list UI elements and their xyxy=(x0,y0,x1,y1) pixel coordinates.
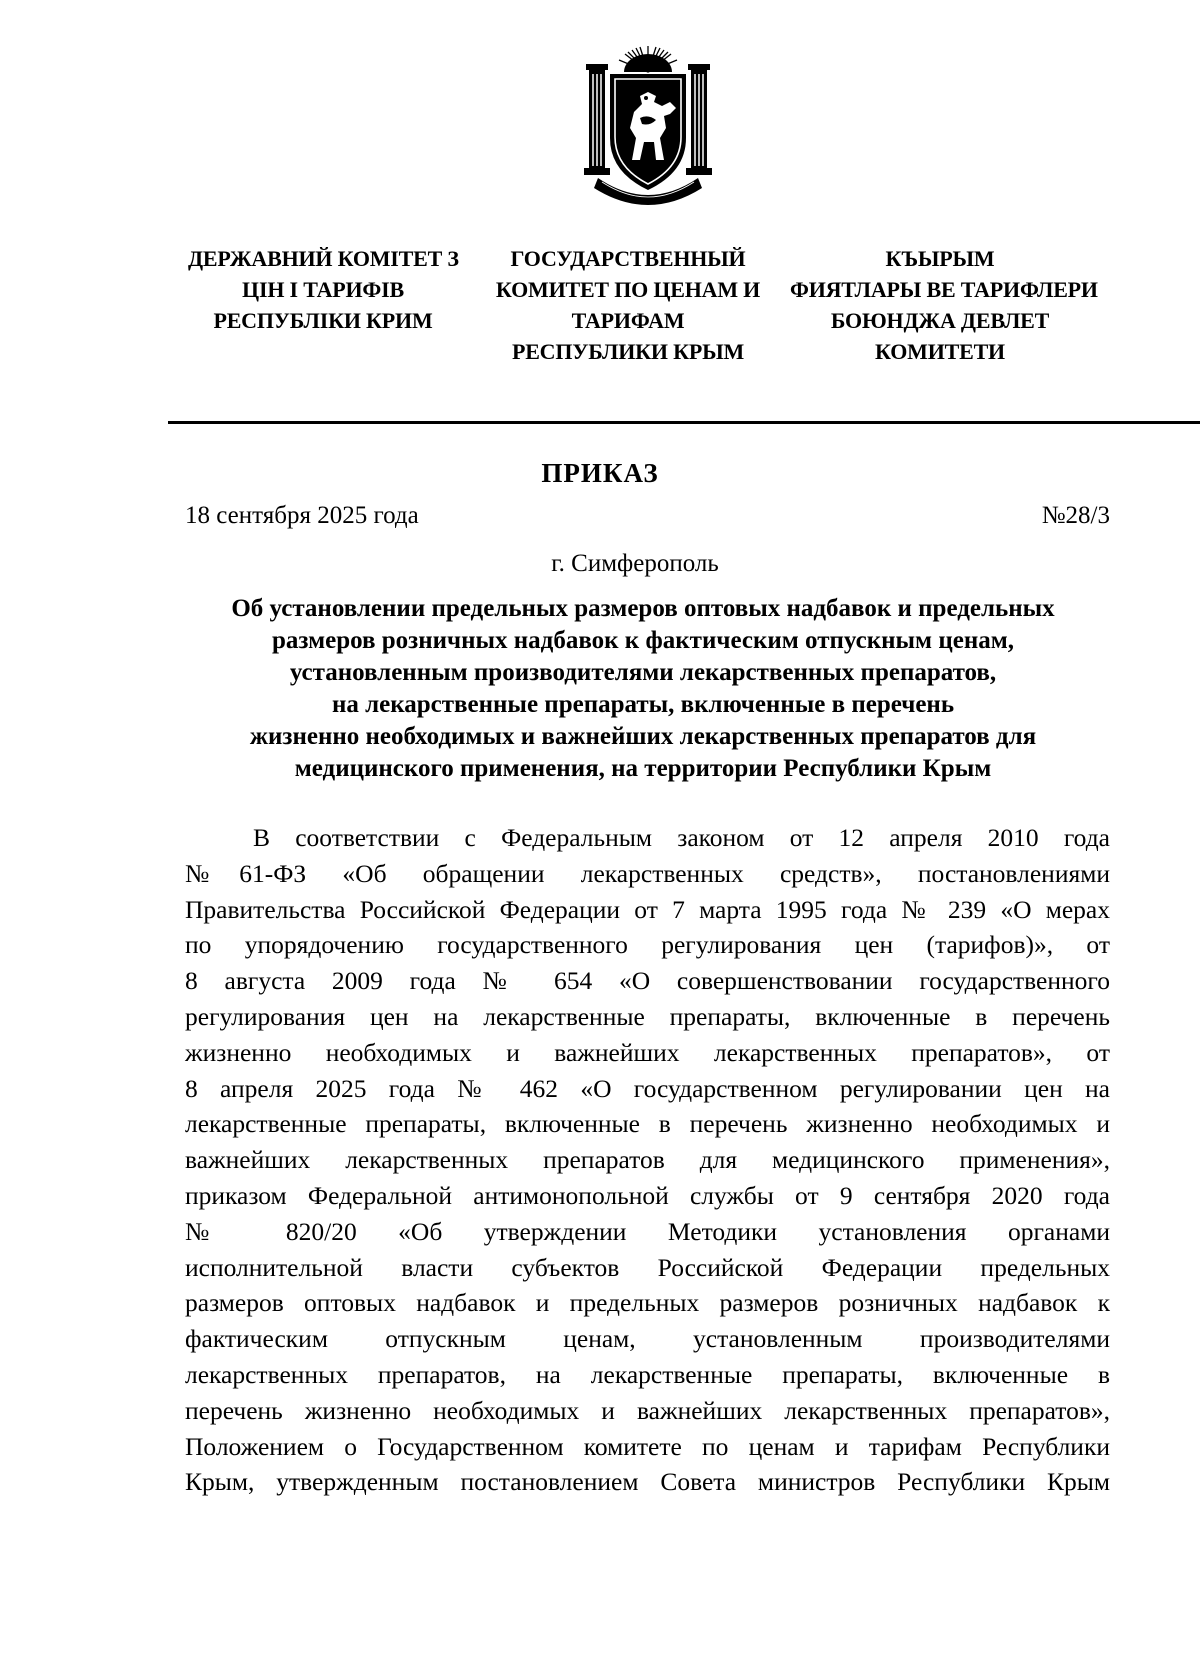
document-body xyxy=(185,820,1110,1500)
header-russian xyxy=(478,243,778,367)
title-line: на лекарственные препараты, включенные в перечень xyxy=(331,691,955,718)
body-line: перечень жизненно необходимых и важнейших лекарственных препаратов», xyxy=(185,1395,1110,1425)
document-date: 18 сентября 2025 года xyxy=(185,502,419,529)
header-ua-line: ЦІН І ТАРИФІВ xyxy=(242,277,404,302)
body-line: №61-ФЗ «Об обращении лекарственных средств», постановлениями xyxy=(185,858,1110,888)
body-line: 8 апреля 2025 года № 462 «О государственном регулировании цен на xyxy=(185,1073,1110,1103)
title-line: медицинского применения, на территории Республики Крым xyxy=(294,755,992,782)
header-ua-line: РЕСПУБЛІКИ КРИМ xyxy=(213,308,433,333)
body-line: Положением о Государственном комитете по ценам и тарифам Республики xyxy=(185,1431,1110,1461)
header-divider xyxy=(168,421,1200,424)
body-line: Крым, утвержденным постановлением Совета министров Республики Крым xyxy=(185,1467,1110,1497)
body-line: важнейших лекарственных препаратов для медицинского применения», xyxy=(185,1145,1110,1175)
body-line: размеров оптовых надбавок и предельных размеров розничных надбавок к xyxy=(185,1288,1110,1318)
header-ru-line: ТАРИФАМ xyxy=(571,308,685,333)
body-line: № 820/20 «Об утверждении Методики установления органами xyxy=(185,1216,1110,1246)
header-ru-line: РЕСПУБЛИКИ КРЫМ xyxy=(511,339,745,364)
title-line: установленным производителями лекарственных препаратов, xyxy=(289,659,997,686)
header-ua-line: ДЕРЖАВНИЙ КОМІТЕТ З xyxy=(188,246,459,271)
body-line: лекарственные препараты, включенные в перечень жизненно необходимых и xyxy=(185,1109,1110,1139)
body-line: приказом Федеральной антимонопольной службы от 9 сентября 2020 года xyxy=(185,1180,1110,1210)
header-crimean-tatar xyxy=(790,243,1098,367)
body-line: лекарственных препаратов, на лекарственные препараты, включенные в xyxy=(185,1359,1110,1389)
body-line: Правительства Российской Федерации от 7 марта 1995 года № 239 «О мерах xyxy=(185,894,1110,924)
header-ru-line: ГОСУДАРСТВЕННЫЙ xyxy=(510,246,746,271)
crimea-coat-of-arms-icon xyxy=(580,42,716,208)
title-line: размеров розничных надбавок к фактическим отпускным ценам, xyxy=(271,627,1015,654)
document-city: г. Симферополь xyxy=(551,550,719,577)
title-line: жизненно необходимых и важнейших лекарственных препаратов для xyxy=(249,723,1037,750)
header-crh-line: КОМИТЕТИ xyxy=(875,339,1005,364)
body-line: В соответствии с Федеральным законом от 12 апреля 2010 года xyxy=(253,823,1110,852)
header-crh-line: КЪЫРЫМ xyxy=(885,246,995,271)
body-line: 8 августа 2009 года № 654 «О совершенствовании государственного xyxy=(185,966,1110,996)
document-number: №28/3 xyxy=(1041,502,1110,529)
header-ru-line: КОМИТЕТ ПО ЦЕНАМ И xyxy=(495,277,761,302)
body-line: жизненно необходимых и важнейших лекарственных препаратов», от xyxy=(185,1037,1110,1067)
document-title xyxy=(168,593,1118,785)
header-crh-line: ФИЯТЛАРЫ ВЕ ТАРИФЛЕРИ xyxy=(790,277,1098,302)
body-line: фактическим отпускным ценам, установленным производителями xyxy=(185,1324,1110,1354)
title-line: Об установлении предельных размеров оптовых надбавок и предельных xyxy=(231,595,1055,622)
body-line: регулирования цен на лекарственные препараты, включенные в перечень xyxy=(185,1001,1110,1031)
body-line: исполнительной власти субъектов Российской Федерации предельных xyxy=(185,1252,1110,1282)
header-crh-line: БОЮНДЖА ДЕВЛЕТ xyxy=(830,308,1050,333)
body-line: по упорядочению государственного регулирования цен (тарифов)», от xyxy=(185,930,1110,960)
header-ukrainian xyxy=(188,243,458,336)
document-type: ПРИКАЗ xyxy=(541,458,659,488)
